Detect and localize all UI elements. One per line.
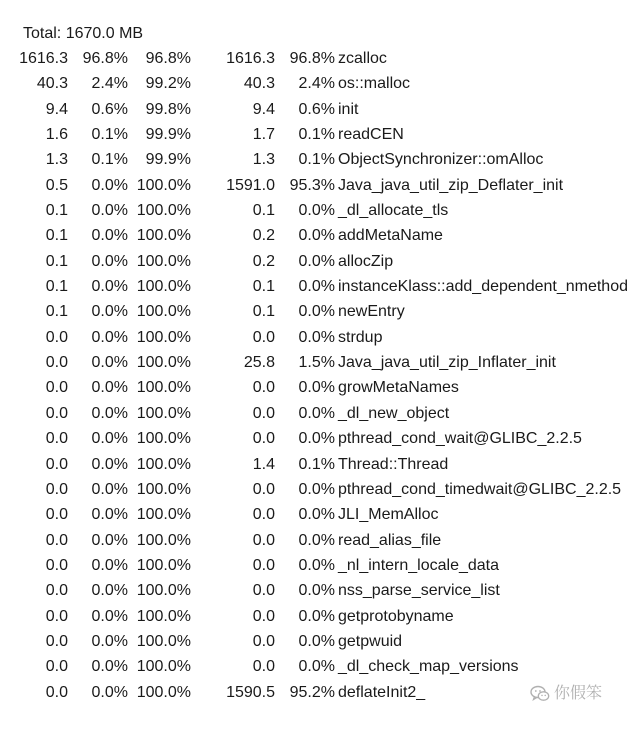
cum-mb: 0.0 <box>252 480 275 498</box>
function-name: JLI_MemAlloc <box>338 506 439 524</box>
sum-percent: 100.0% <box>136 354 191 372</box>
flat-mb: 0.1 <box>45 303 68 321</box>
flat-mb: 0.1 <box>45 252 68 270</box>
sum-percent: 99.8% <box>145 100 191 118</box>
flat-mb: 0.0 <box>45 379 68 397</box>
function-name: readCEN <box>338 126 404 144</box>
function-name: strdup <box>338 328 383 346</box>
flat-percent: 0.0% <box>91 556 128 574</box>
profile-row <box>0 378 640 403</box>
cum-percent: 0.0% <box>298 582 335 600</box>
profile-row <box>0 607 640 632</box>
cum-percent: 0.1% <box>298 455 335 473</box>
flat-mb: 0.0 <box>45 607 68 625</box>
cum-mb: 9.4 <box>252 100 275 118</box>
function-name: getpwuid <box>338 632 403 650</box>
cum-percent: 0.0% <box>298 227 335 245</box>
flat-percent: 0.0% <box>91 227 128 245</box>
cum-mb: 0.0 <box>252 328 275 346</box>
cum-percent: 1.5% <box>298 354 335 372</box>
cum-percent: 95.2% <box>289 683 335 701</box>
cum-percent: 96.8% <box>289 50 335 67</box>
cum-mb: 1.4 <box>252 455 275 473</box>
sum-percent: 100.0% <box>136 556 191 574</box>
sum-percent: 100.0% <box>136 632 191 650</box>
function-name: os::malloc <box>338 75 411 93</box>
cum-percent: 0.0% <box>298 202 335 220</box>
cum-mb: 1590.5 <box>226 683 275 701</box>
sum-percent: 100.0% <box>136 531 191 549</box>
watermark-text: 你假笨 <box>554 685 603 702</box>
profile-row <box>0 302 640 327</box>
cum-mb: 0.2 <box>252 252 275 270</box>
function-name: nss_parse_service_list <box>338 582 500 600</box>
function-name: newEntry <box>338 303 405 321</box>
profile-row <box>0 657 640 682</box>
sum-percent: 99.9% <box>145 151 191 169</box>
function-name: ObjectSynchronizer::omAlloc <box>338 151 544 169</box>
sum-percent: 100.0% <box>136 506 191 524</box>
profile-row <box>0 429 640 454</box>
flat-percent: 0.0% <box>91 531 128 549</box>
wechat-icon <box>530 685 550 703</box>
flat-percent: 0.0% <box>91 202 128 220</box>
profile-row <box>0 277 640 302</box>
flat-mb: 0.0 <box>45 556 68 574</box>
flat-mb: 1616.3 <box>19 50 68 67</box>
cum-percent: 2.4% <box>298 75 335 93</box>
function-name: read_alias_file <box>338 531 442 549</box>
total-memory: Total: 1670.0 MB <box>23 25 144 42</box>
sum-percent: 100.0% <box>136 658 191 676</box>
flat-percent: 0.0% <box>91 278 128 296</box>
sum-percent: 96.8% <box>145 50 191 67</box>
sum-percent: 100.0% <box>136 683 191 701</box>
cum-percent: 0.0% <box>298 506 335 524</box>
function-name: _nl_intern_locale_data <box>338 556 500 574</box>
function-name: _dl_allocate_tls <box>338 202 449 220</box>
flat-mb: 40.3 <box>36 75 68 93</box>
cum-percent: 0.0% <box>298 303 335 321</box>
cum-mb: 0.0 <box>252 379 275 397</box>
flat-percent: 0.0% <box>91 683 128 701</box>
flat-mb: 0.0 <box>45 455 68 473</box>
cum-percent: 0.0% <box>298 607 335 625</box>
profile-row <box>0 150 640 175</box>
function-name: pthread_cond_timedwait@GLIBC_2.2.5 <box>338 480 622 498</box>
cum-mb: 0.1 <box>252 202 275 220</box>
flat-mb: 0.0 <box>45 430 68 448</box>
flat-mb: 0.5 <box>45 176 68 194</box>
cum-mb: 25.8 <box>243 354 275 372</box>
profile-row <box>0 531 640 556</box>
flat-percent: 0.0% <box>91 582 128 600</box>
profile-row <box>0 455 640 480</box>
cum-mb: 40.3 <box>243 75 275 93</box>
cum-mb: 0.0 <box>252 531 275 549</box>
flat-mb: 0.0 <box>45 632 68 650</box>
flat-mb: 0.1 <box>45 278 68 296</box>
sum-percent: 100.0% <box>136 379 191 397</box>
profile-row <box>0 328 640 353</box>
flat-percent: 0.0% <box>91 379 128 397</box>
flat-percent: 0.0% <box>91 632 128 650</box>
function-name: growMetaNames <box>338 379 459 397</box>
cum-mb: 1.7 <box>252 126 275 144</box>
function-name: Java_java_util_zip_Inflater_init <box>338 354 556 372</box>
profile-row <box>0 226 640 251</box>
sum-percent: 100.0% <box>136 202 191 220</box>
cum-percent: 0.0% <box>298 531 335 549</box>
cum-percent: 0.0% <box>298 658 335 676</box>
flat-percent: 0.0% <box>91 506 128 524</box>
cum-mb: 1616.3 <box>226 50 275 67</box>
cum-percent: 0.0% <box>298 404 335 422</box>
profile-row <box>0 125 640 150</box>
cum-mb: 0.0 <box>252 607 275 625</box>
flat-percent: 0.0% <box>91 328 128 346</box>
flat-mb: 0.0 <box>45 328 68 346</box>
sum-percent: 100.0% <box>136 455 191 473</box>
cum-mb: 0.0 <box>252 430 275 448</box>
function-name: init <box>338 100 359 118</box>
sum-percent: 100.0% <box>136 607 191 625</box>
sum-percent: 99.9% <box>145 126 191 144</box>
cum-mb: 1591.0 <box>226 176 275 194</box>
cum-mb: 0.1 <box>252 278 275 296</box>
flat-percent: 0.0% <box>91 252 128 270</box>
cum-mb: 0.0 <box>252 658 275 676</box>
cum-percent: 0.1% <box>298 126 335 144</box>
flat-mb: 0.1 <box>45 202 68 220</box>
cum-percent: 0.0% <box>298 252 335 270</box>
flat-mb: 0.0 <box>45 683 68 701</box>
flat-percent: 0.0% <box>91 404 128 422</box>
cum-mb: 0.2 <box>252 227 275 245</box>
cum-percent: 95.3% <box>289 176 335 194</box>
flat-percent: 0.6% <box>91 100 128 118</box>
cum-percent: 0.1% <box>298 151 335 169</box>
flat-mb: 0.0 <box>45 582 68 600</box>
cum-percent: 0.0% <box>298 379 335 397</box>
flat-percent: 0.0% <box>91 658 128 676</box>
function-name: pthread_cond_wait@GLIBC_2.2.5 <box>338 430 582 448</box>
flat-percent: 0.0% <box>91 430 128 448</box>
flat-percent: 0.0% <box>91 354 128 372</box>
flat-percent: 2.4% <box>91 75 128 93</box>
profile-rows <box>0 49 640 708</box>
sum-percent: 100.0% <box>136 430 191 448</box>
profile-row <box>0 632 640 657</box>
sum-percent: 100.0% <box>136 252 191 270</box>
flat-mb: 0.0 <box>45 658 68 676</box>
function-name: Java_java_util_zip_Deflater_init <box>338 176 564 194</box>
profile-row <box>0 480 640 505</box>
cum-mb: 0.0 <box>252 556 275 574</box>
cum-percent: 0.0% <box>298 278 335 296</box>
flat-mb: 1.6 <box>45 126 68 144</box>
cum-percent: 0.0% <box>298 328 335 346</box>
flat-percent: 0.0% <box>91 176 128 194</box>
flat-mb: 0.0 <box>45 506 68 524</box>
profile-row <box>0 49 640 74</box>
function-name: getprotobyname <box>338 607 454 625</box>
function-name: addMetaName <box>338 227 443 245</box>
flat-percent: 0.1% <box>91 126 128 144</box>
function-name: instanceKlass::add_dependent_nmethod <box>338 278 628 296</box>
flat-mb: 0.0 <box>45 480 68 498</box>
flat-percent: 0.0% <box>91 303 128 321</box>
cum-percent: 0.6% <box>298 100 335 118</box>
function-name: _dl_check_map_versions <box>338 658 519 676</box>
profile-row <box>0 505 640 530</box>
sum-percent: 100.0% <box>136 303 191 321</box>
profile-row <box>0 556 640 581</box>
function-name: Thread::Thread <box>338 455 449 473</box>
flat-percent: 0.0% <box>91 455 128 473</box>
profile-row <box>0 353 640 378</box>
cum-mb: 0.0 <box>252 404 275 422</box>
flat-percent: 0.1% <box>91 151 128 169</box>
sum-percent: 100.0% <box>136 582 191 600</box>
profile-row <box>0 252 640 277</box>
profile-row <box>0 581 640 606</box>
profile-row <box>0 74 640 99</box>
sum-percent: 100.0% <box>136 328 191 346</box>
cum-mb: 0.0 <box>252 506 275 524</box>
cum-mb: 0.0 <box>252 582 275 600</box>
profile-row <box>0 176 640 201</box>
sum-percent: 100.0% <box>136 227 191 245</box>
profile-row <box>0 100 640 125</box>
profile-row <box>0 404 640 429</box>
cum-percent: 0.0% <box>298 556 335 574</box>
sum-percent: 100.0% <box>136 480 191 498</box>
profile-row <box>0 201 640 226</box>
function-name: deflateInit2_ <box>338 683 426 701</box>
cum-mb: 1.3 <box>252 151 275 169</box>
cum-percent: 0.0% <box>298 480 335 498</box>
sum-percent: 99.2% <box>145 75 191 93</box>
sum-percent: 100.0% <box>136 404 191 422</box>
cum-mb: 0.1 <box>252 303 275 321</box>
flat-mb: 0.0 <box>45 404 68 422</box>
function-name: _dl_new_object <box>338 404 450 422</box>
cum-percent: 0.0% <box>298 632 335 650</box>
flat-mb: 1.3 <box>45 151 68 169</box>
flat-percent: 96.8% <box>82 50 128 67</box>
cum-mb: 0.0 <box>252 632 275 650</box>
sum-percent: 100.0% <box>136 278 191 296</box>
flat-mb: 9.4 <box>45 100 68 118</box>
flat-mb: 0.0 <box>45 531 68 549</box>
watermark <box>530 684 602 704</box>
flat-mb: 0.1 <box>45 227 68 245</box>
function-name: allocZip <box>338 252 394 270</box>
sum-percent: 100.0% <box>136 176 191 194</box>
flat-percent: 0.0% <box>91 607 128 625</box>
function-name: zcalloc <box>338 50 387 67</box>
cum-percent: 0.0% <box>298 430 335 448</box>
flat-mb: 0.0 <box>45 354 68 372</box>
flat-percent: 0.0% <box>91 480 128 498</box>
